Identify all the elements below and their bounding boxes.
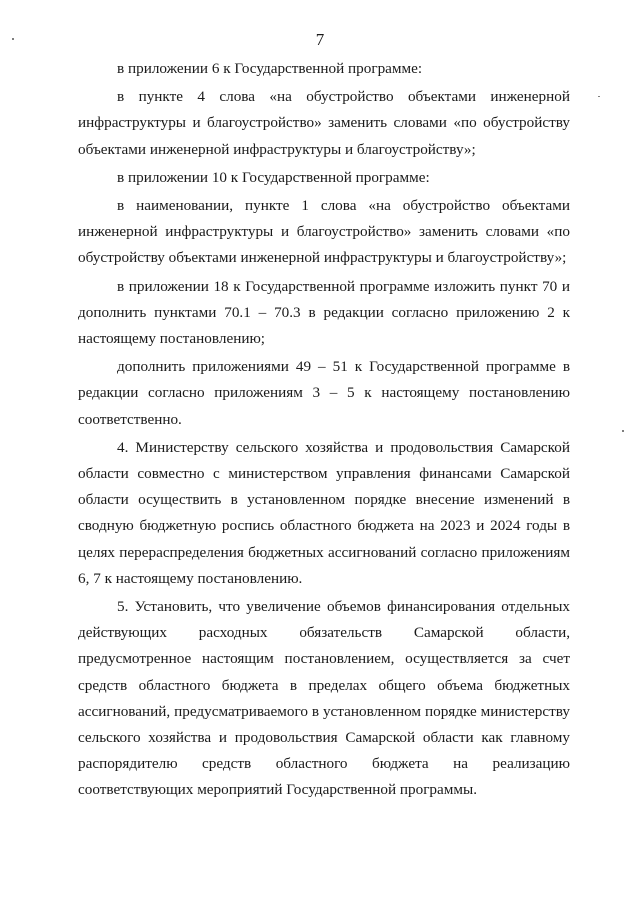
paragraph-appendix-18: в приложении 18 к Государственной программе изложить пункт 70 и дополнить пунктами 70.1 – 70.3 в редакции согласно приложению 2 к настоящему постановлению; bbox=[78, 277, 570, 348]
paragraph-appendix-6: в приложении 6 к Государственной программе: bbox=[117, 60, 423, 77]
document-body bbox=[78, 56, 570, 804]
paragraph-point-4: в пункте 4 слова «на обустройство объектами инженерной инфраструктуры и благоустройство» заменить словами «по обустройству объектами инженерной инфраструктуры и благоустройству»; bbox=[78, 88, 570, 158]
scan-speck bbox=[12, 38, 14, 40]
paragraph-item-5: 5. Установить, что увеличение объемов финансирования отдельных действующих расходных обязательств Самарской области, предусмотренное настоящим постановлением, осуществляется за счет средств областного бюджета в пределах общего объема бюджетных ассигнований, предусматриваемого в установленном порядке министерству сельского хозяйства и продовольствия Самарской области как главному распорядителю средств областного бюджета на реализацию соответствующих мероприятий Государственной программы. bbox=[78, 598, 570, 799]
scan-speck bbox=[622, 430, 624, 432]
page-number: 7 bbox=[315, 30, 325, 49]
paragraph-appendix-10: в приложении 10 к Государственной программе: bbox=[117, 168, 430, 186]
scan-speck bbox=[598, 96, 600, 97]
paragraph-appendices-49-51: дополнить приложениями 49 – 51 к Государственной программе в редакции согласно приложениям 3 – 5 к настоящему постановлению соответственно. bbox=[78, 358, 570, 428]
paragraph-naming-point-1: в наименовании, пункте 1 слова «на обустройство объектами инженерной инфраструктуры и благоустройство» заменить словами «по обустройству объектами инженерной инфраструктуры и благоустройству»; bbox=[78, 197, 570, 267]
paragraph-item-4: 4. Министерству сельского хозяйства и продовольствия Самарской области совместно с министерством управления финансами Самарской области осуществить в установленном порядке внесение изменений в сводную бюджетную роспись областного бюджета на 2023 и 2024 годы в целях перераспределения бюджетных ассигнований согласно приложениям 6, 7 к настоящему постановлению. bbox=[78, 438, 570, 587]
